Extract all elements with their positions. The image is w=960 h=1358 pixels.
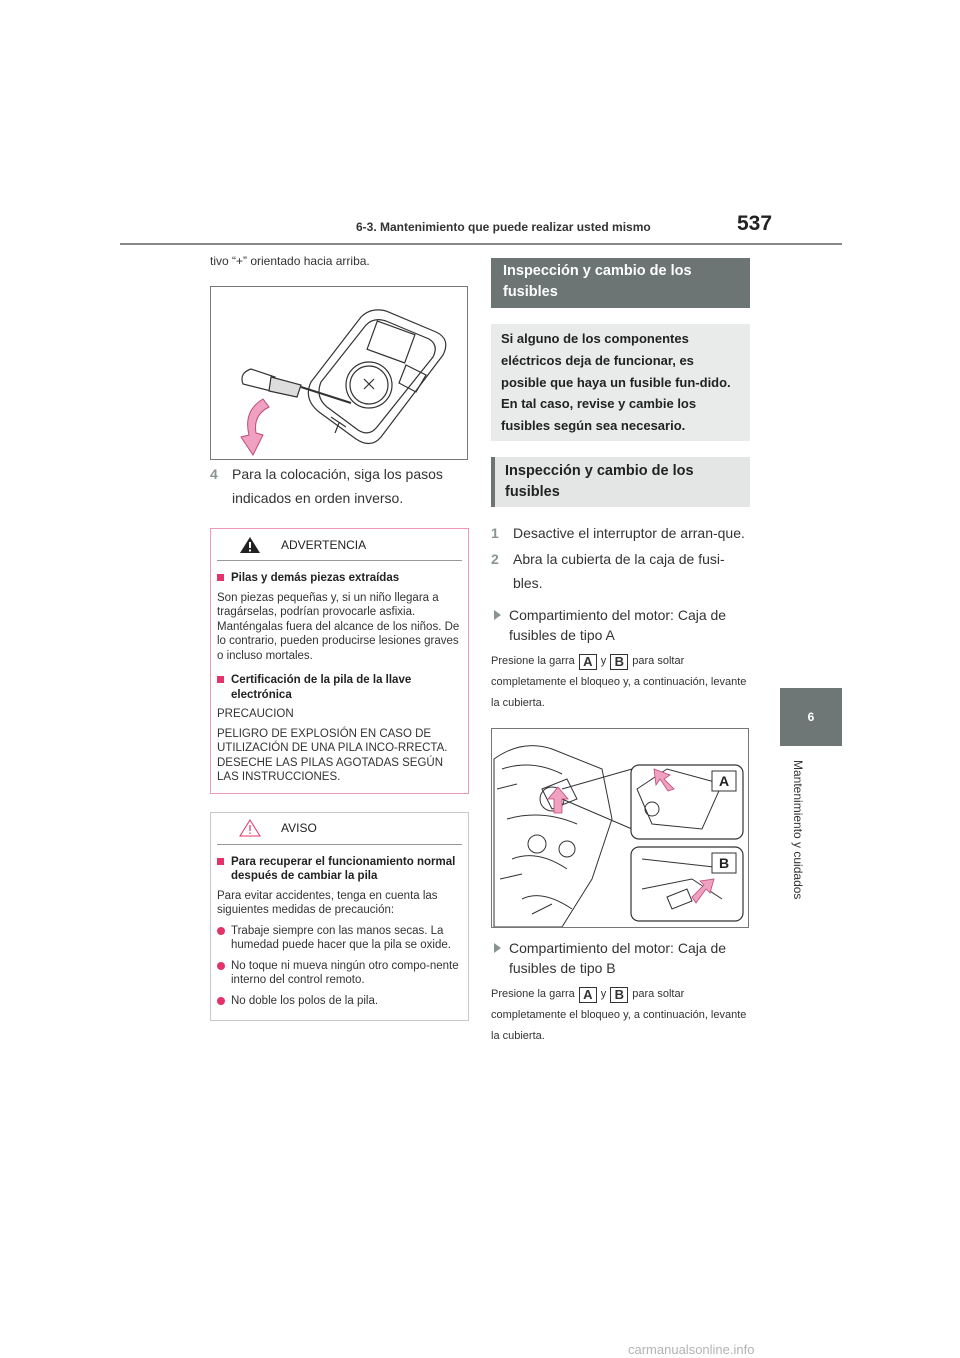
callout-a: A [718,772,730,789]
warning-title: ADVERTENCIA [281,537,367,552]
caution-icon [239,819,261,837]
step-text: Desactive el interruptor de arran-que. [513,524,745,541]
remote-battery-figure [210,286,468,460]
step-number: 2 [491,550,499,567]
warning-item-title: Pilas y demás piezas extraídas [217,571,462,586]
callout-b: B [718,854,730,871]
dot-bullet-icon [217,962,225,970]
fuse-box-figure [491,728,749,928]
triangle-bullet-icon [494,610,501,620]
step-text: Abra la cubierta de la caja de fusi-bles. [513,550,725,591]
chapter-label: Mantenimiento y cuidados [791,760,805,900]
notice-bullet: No toque ni mueva ningún otro compo-nente interno del control remoto. [217,959,462,988]
warning-header [217,529,462,561]
step-text: Para la colocación, siga los pasos indicados en orden inverso. [232,466,443,506]
notice-body [211,845,468,1021]
watermark: carmanualsonline.info [628,1342,755,1357]
page-number: 537 [737,212,773,235]
chapter-tab [780,688,842,746]
step-4 [210,462,469,510]
instruction-note: Presione la garra A y B para soltar completamente el bloqueo y, a continuación, levante la cubierta. [491,653,747,709]
step-number: 1 [491,524,499,541]
label-b-marker: B [610,987,628,1003]
dot-bullet-icon [217,927,225,935]
label-a-marker: A [579,987,597,1003]
fuse-box-type-b: Compartimiento del motor: Caja de fusibles de tipo B [491,938,750,978]
header-divider [120,243,842,245]
dot-bullet-icon [217,997,225,1005]
notice-item-text: Para evitar accidentes, tenga en cuenta las siguientes medidas de precaución: [217,889,438,916]
remote-illustration [211,287,468,460]
warning-icon [239,536,261,554]
chapter-number: 6 [807,710,815,724]
instruction-note: Presione la garra A y B para soltar completamente el bloqueo y, a continuación, levante la cubierta. [491,986,747,1042]
label-b-marker: B [610,654,628,670]
left-column [210,254,469,1021]
triangle-bullet-icon [494,943,501,953]
right-column [491,258,750,1047]
square-bullet-icon [217,858,224,865]
section-heading: Inspección y cambio de los fusibles [491,258,750,308]
warning-item-text: Son piezas pequeñas y, si un niño llegara a tragárselas, podrían provocarle asfixia. Manténgalas fuera del alcance de los niños. De lo contrario, pueden producirse lesiones graves o incluso mortales. [217,591,460,662]
subsection-heading: Inspección y cambio de los fusibles [491,457,750,507]
notice-bullet: No doble los polos de la pila. [217,994,462,1009]
engine-compartment-illustration [492,729,749,928]
label-a-marker: A [579,654,597,670]
warning-item-title: Certificación de la pila de la llave electrónica [217,673,462,702]
step-2 [491,547,750,595]
notice-box [210,812,469,1022]
section-summary: Si alguno de los componentes eléctricos deja de funcionar, es posible que haya un fusible fun-dido. En tal caso, revise y cambie los fusibles según sea necesario. [491,324,750,441]
square-bullet-icon [217,676,224,683]
fuse-box-type-a: Compartimiento del motor: Caja de fusibles de tipo A [491,605,750,645]
step-number: 4 [210,466,218,482]
warning-item-text: PELIGRO DE EXPLOSIÓN EN CASO DE UTILIZACIÓN DE UNA PILA INCO-RRECTA. [217,727,448,754]
step-1 [491,521,750,545]
notice-title: AVISO [281,821,317,835]
intro-text: tivo “+” orientado hacia arriba. [210,254,370,268]
notice-bullet: Trabaje siempre con las manos secas. La humedad puede hacer que la pila se oxide. [217,924,462,953]
warning-item-text: DESECHE LAS PILAS AGOTADAS SEGÚN LAS INSTRUCCIONES. [217,756,444,783]
warning-box [210,528,469,794]
square-bullet-icon [217,574,224,581]
notice-item-title: Para recuperar el funcionamiento normal después de cambiar la pila [217,855,462,884]
warning-item-text: PRECAUCION [217,708,294,720]
notice-header [217,813,462,845]
warning-body [211,561,468,793]
section-title: 6-3. Mantenimiento que puede realizar usted mismo [356,220,651,234]
